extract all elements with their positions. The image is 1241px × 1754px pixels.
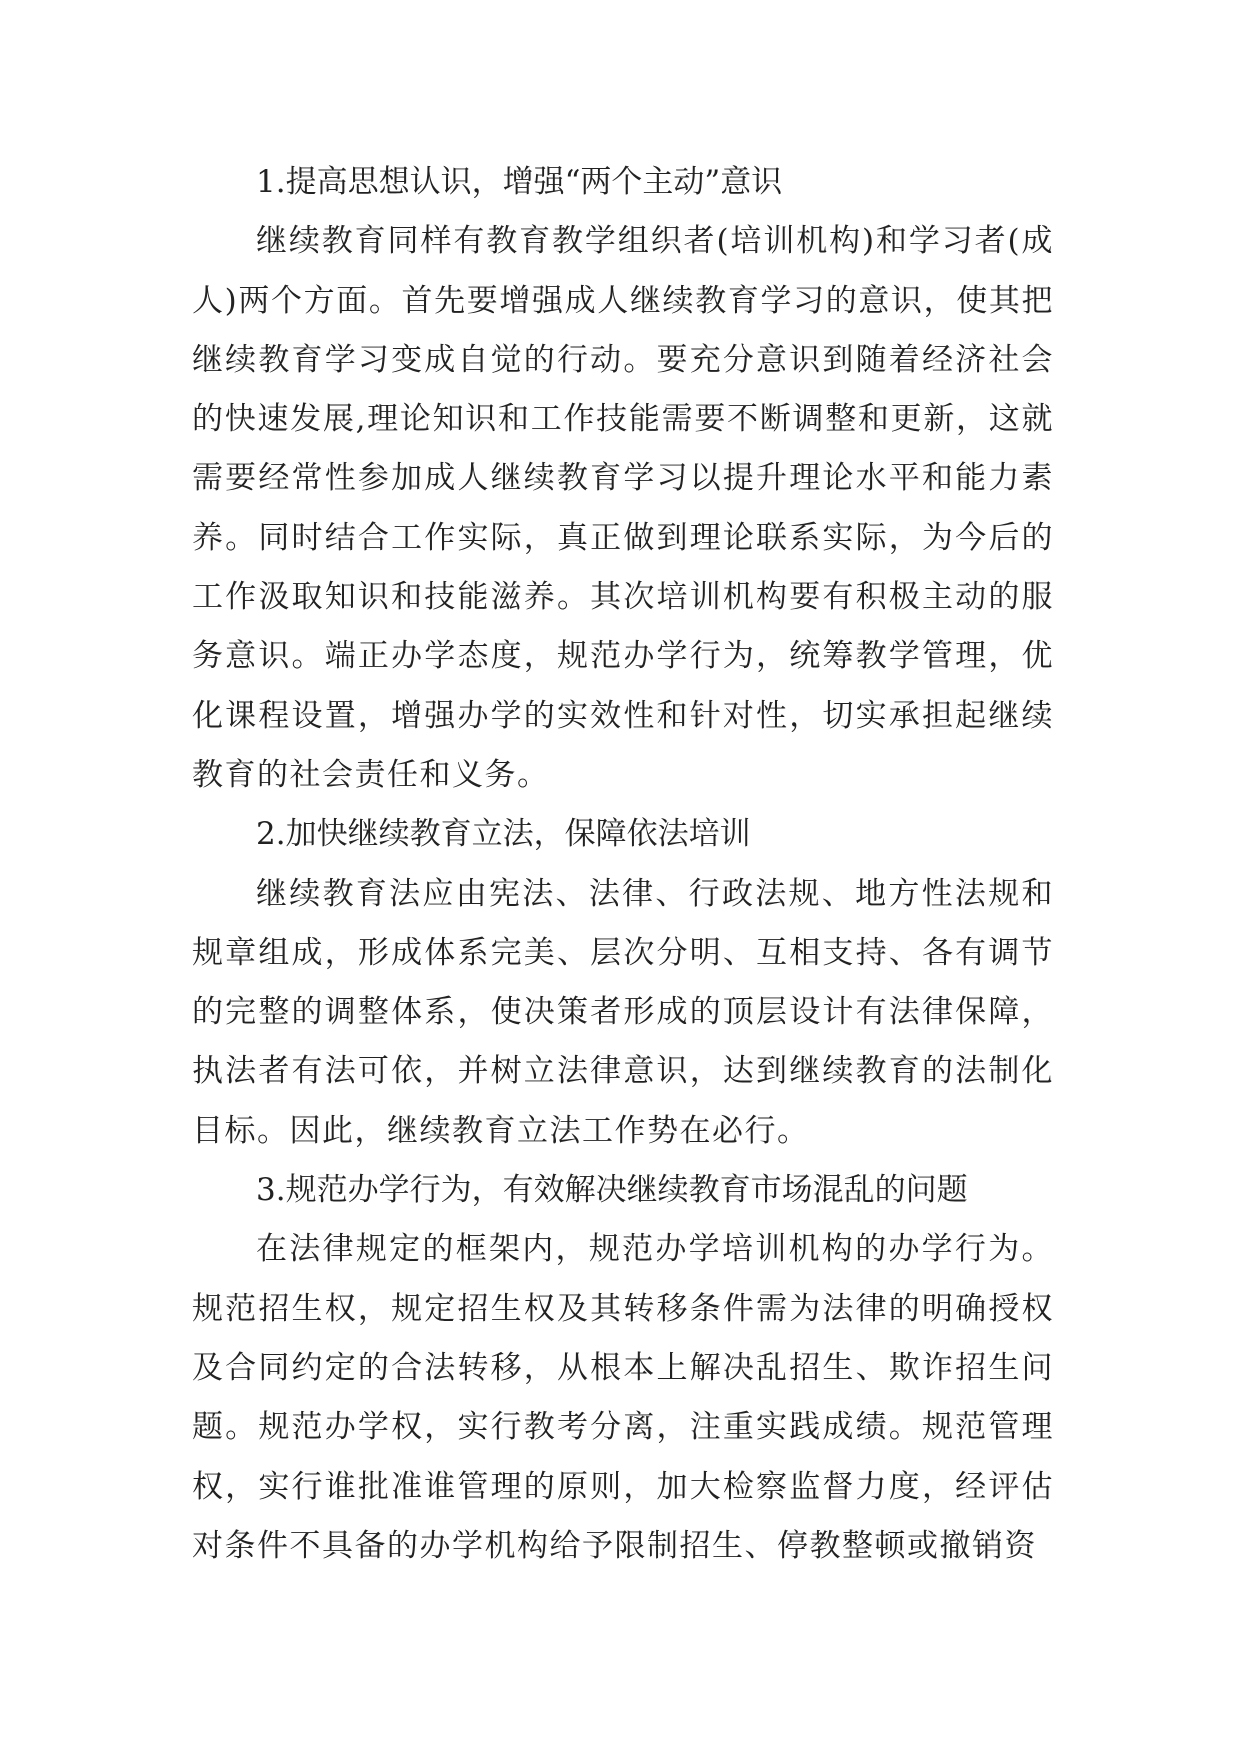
document-body: [192, 153, 1054, 1576]
section-heading-1: 1.提高思想认识，增强“两个主动”意识: [256, 164, 783, 200]
section-heading-3: 3.规范办学行为，有效解决继续教育市场混乱的问题: [256, 1172, 968, 1209]
section-heading-2: 2.加快继续教育立法，保障依法培训: [256, 816, 751, 853]
section-paragraph-2: 继续教育法应由宪法、法律、行政法规、地方性法规和规章组成，形成体系完美、层次分明、互相支持、各有调节的完整的调整体系，使决策者形成的顶层设计有法律保障，执法者有法可依，并树立法律意识，达到继续教育的法制化目标。因此，继续教育立法工作势在必行。: [192, 875, 1054, 1149]
section-paragraph-1: 继续教育同样有教育教学组织者(培训机构)和学习者(成人)两个方面。首先要增强成人继续教育学习的意识，使其把继续教育学习变成自觉的行动。要充分意识到随着经济社会的快速发展,理论知识和工作技能需要不断调整和更新，这就需要经常性参加成人继续教育学习以提升理论水平和能力素养。同时结合工作实际，真正做到理论联系实际，为今后的工作汲取知识和技能滋养。其次培训机构要有积极主动的服务意识。端正办学态度，规范办学行为，统筹教学管理，优化课程设置，增强办学的实效性和针对性，切实承担起继续教育的社会责任和义务。: [192, 223, 1054, 793]
section-paragraph-3: 在法律规定的框架内，规范办学培训机构的办学行为。规范招生权，规定招生权及其转移条件需为法律的明确授权及合同约定的合法转移，从根本上解决乱招生、欺诈招生问题。规范办学权，实行教考分离，注重实践成绩。规范管理权，实行谁批准谁管理的原则，加大检察监督力度，经评估对条件不具备的办学机构给予限制招生、停教整顿或撤销资: [192, 1231, 1054, 1564]
